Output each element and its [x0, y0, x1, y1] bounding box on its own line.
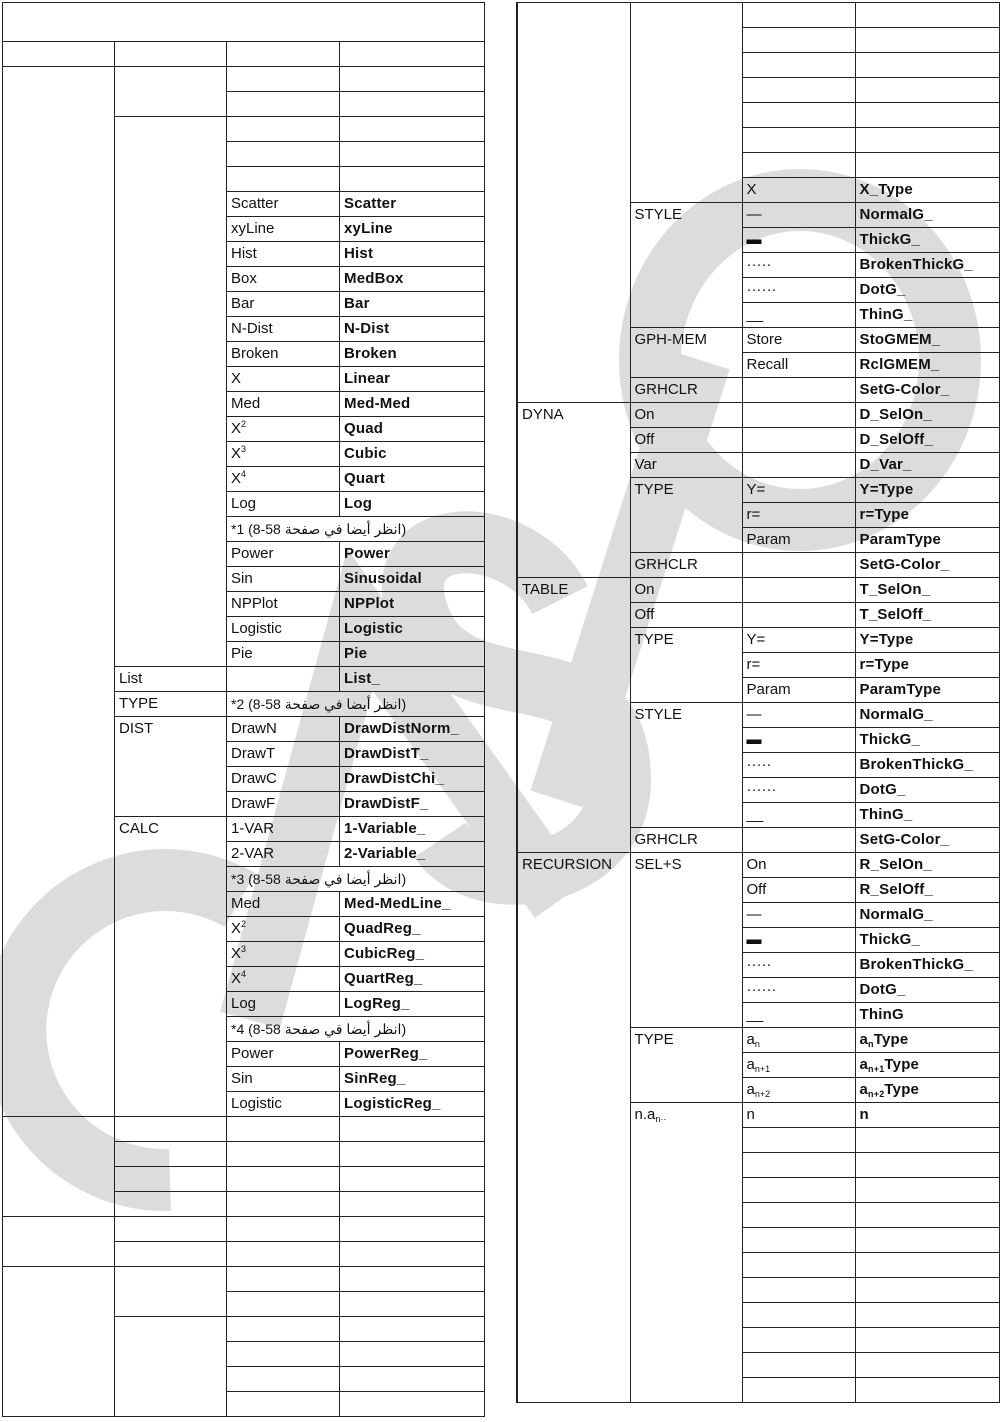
empty-cell	[855, 1128, 999, 1153]
key-label: DIST	[115, 717, 227, 817]
empty-cell	[227, 1117, 340, 1142]
key-label: $a_{n+1}$	[742, 1053, 855, 1078]
key-label: List	[115, 667, 227, 692]
key-label: STYLE	[630, 703, 742, 828]
key-label: $X^3$	[227, 442, 340, 467]
empty-cell	[742, 1278, 855, 1303]
key-label: On	[630, 403, 742, 428]
empty-cell	[742, 1353, 855, 1378]
empty-cell	[742, 1328, 855, 1353]
header-cell	[3, 3, 485, 42]
line-style: ·····	[742, 953, 855, 978]
key-label: Off	[630, 428, 742, 453]
key-label: Recall	[742, 353, 855, 378]
empty-cell	[855, 1378, 999, 1403]
key-label: SEL+S	[630, 853, 742, 1028]
key-label: DrawT	[227, 742, 340, 767]
key-label: Log	[227, 492, 340, 517]
key-label: $a_n$	[742, 1028, 855, 1053]
command: Hist	[340, 242, 485, 267]
command: Power	[340, 542, 485, 567]
key-label: $n.a_{n\cdot\cdot}$	[630, 1103, 742, 1403]
command: DotG_	[855, 778, 999, 803]
key-label: Store	[742, 328, 855, 353]
empty-cell	[855, 1303, 999, 1328]
key-label: Med	[227, 392, 340, 417]
empty-cell	[742, 1203, 855, 1228]
key-label: Logistic	[227, 617, 340, 642]
command: DotG_	[855, 978, 999, 1003]
key-label: DYNA	[517, 403, 630, 578]
empty-cell	[742, 603, 855, 628]
empty-cell	[742, 453, 855, 478]
line-style: ▬	[742, 728, 855, 753]
empty-cell	[227, 667, 340, 692]
command: T_SelOn_	[855, 578, 999, 603]
command: n	[855, 1103, 999, 1128]
command: Quad	[340, 417, 485, 442]
command: PowerReg_	[340, 1042, 485, 1067]
key-label: $X^4$	[227, 967, 340, 992]
empty-cell	[742, 378, 855, 403]
command: ThickG_	[855, 928, 999, 953]
col-header	[3, 42, 115, 67]
key-label: Log	[227, 992, 340, 1017]
empty-cell	[855, 153, 999, 178]
empty-cell	[3, 1217, 115, 1267]
empty-cell	[340, 1242, 485, 1267]
key-label: Off	[630, 603, 742, 628]
key-label: Off	[742, 878, 855, 903]
command: Cubic	[340, 442, 485, 467]
empty-cell	[115, 117, 227, 667]
empty-cell	[227, 167, 340, 192]
menu-table-right	[516, 2, 1000, 1403]
command: T_SelOff_	[855, 603, 999, 628]
empty-cell	[742, 1378, 855, 1403]
key-label: $X^2$	[227, 917, 340, 942]
command: 1-Variable_	[340, 817, 485, 842]
key-label: r=	[742, 653, 855, 678]
empty-cell	[115, 1242, 227, 1267]
key-label: Param	[742, 678, 855, 703]
empty-cell	[742, 28, 855, 53]
command: Bar	[340, 292, 485, 317]
key-label: GRHCLR	[630, 553, 742, 578]
command: DrawDistT_	[340, 742, 485, 767]
command: BrokenThickG_	[855, 253, 999, 278]
key-label: RECURSION	[517, 853, 630, 1403]
key-label: Box	[227, 267, 340, 292]
empty-cell	[517, 3, 630, 403]
command: $a_nType$	[855, 1028, 999, 1053]
key-label: 1-VAR	[227, 817, 340, 842]
empty-cell	[855, 1153, 999, 1178]
key-label: Var	[630, 453, 742, 478]
key-label: GPH-MEM	[630, 328, 742, 378]
empty-cell	[630, 3, 742, 203]
empty-cell	[742, 1178, 855, 1203]
command: List_	[340, 667, 485, 692]
empty-cell	[340, 1317, 485, 1342]
empty-cell	[227, 1367, 340, 1392]
command: xyLine	[340, 217, 485, 242]
command: StoGMEM_	[855, 328, 999, 353]
key-label: Med	[227, 892, 340, 917]
empty-cell	[855, 1178, 999, 1203]
command: r=Type	[855, 503, 999, 528]
empty-cell	[855, 1278, 999, 1303]
empty-cell	[340, 1217, 485, 1242]
empty-cell	[742, 1253, 855, 1278]
command: DrawDistChi_	[340, 767, 485, 792]
command: r=Type	[855, 653, 999, 678]
empty-cell	[742, 553, 855, 578]
key-label: TYPE	[630, 1028, 742, 1103]
command: X_Type	[855, 178, 999, 203]
command: N-Dist	[340, 317, 485, 342]
command: Linear	[340, 367, 485, 392]
empty-cell	[227, 1392, 340, 1417]
command: ParamType	[855, 528, 999, 553]
command: DrawDistF_	[340, 792, 485, 817]
command: QuadReg_	[340, 917, 485, 942]
col-header	[115, 42, 227, 67]
empty-cell	[115, 1192, 227, 1217]
key-label: DrawC	[227, 767, 340, 792]
empty-cell	[855, 28, 999, 53]
command: NPPlot	[340, 592, 485, 617]
command: ThickG_	[855, 728, 999, 753]
empty-cell	[742, 428, 855, 453]
command: D_SelOn_	[855, 403, 999, 428]
empty-cell	[742, 1153, 855, 1178]
command: Y=Type	[855, 628, 999, 653]
command: CubicReg_	[340, 942, 485, 967]
command: BrokenThickG_	[855, 753, 999, 778]
key-label: Power	[227, 542, 340, 567]
empty-cell	[3, 1267, 115, 1417]
footnote-1: *1 (8-58 انظر أيضا في صفحة)	[227, 517, 485, 542]
key-label: $a_{n+2}$	[742, 1078, 855, 1103]
line-style: —	[742, 703, 855, 728]
empty-cell	[742, 828, 855, 853]
key-label: DrawF	[227, 792, 340, 817]
footnote-3: *3 (8-58 انظر أيضا في صفحة)	[227, 867, 485, 892]
command: ThickG_	[855, 228, 999, 253]
empty-cell	[115, 1142, 227, 1167]
empty-cell	[340, 1192, 485, 1217]
key-label: Y=	[742, 628, 855, 653]
line-style: __	[742, 303, 855, 328]
empty-cell	[855, 1353, 999, 1378]
empty-cell	[115, 1317, 227, 1417]
empty-cell	[742, 53, 855, 78]
empty-cell	[742, 78, 855, 103]
line-style: —	[742, 903, 855, 928]
empty-cell	[227, 1242, 340, 1267]
empty-cell	[340, 1392, 485, 1417]
line-style: ·····	[742, 253, 855, 278]
footnote-2: *2 (8-58 انظر أيضا في صفحة)	[227, 692, 485, 717]
command: ThinG	[855, 1003, 999, 1028]
key-label: TYPE	[630, 478, 742, 553]
empty-cell	[855, 103, 999, 128]
key-label: Bar	[227, 292, 340, 317]
empty-cell	[115, 1167, 227, 1192]
empty-cell	[115, 67, 227, 117]
command: Log	[340, 492, 485, 517]
key-label: GRHCLR	[630, 378, 742, 403]
key-label: TYPE	[630, 628, 742, 703]
empty-cell	[855, 1228, 999, 1253]
command: QuartReg_	[340, 967, 485, 992]
command: ThinG_	[855, 303, 999, 328]
command: NormalG_	[855, 703, 999, 728]
empty-cell	[340, 1117, 485, 1142]
empty-cell	[227, 1292, 340, 1317]
line-style: ▬	[742, 228, 855, 253]
command: D_Var_	[855, 453, 999, 478]
empty-cell	[340, 1367, 485, 1392]
empty-cell	[340, 1142, 485, 1167]
empty-cell	[742, 403, 855, 428]
empty-cell	[855, 1203, 999, 1228]
empty-cell	[742, 1303, 855, 1328]
command: 2-Variable_	[340, 842, 485, 867]
empty-cell	[855, 128, 999, 153]
key-label: Sin	[227, 1067, 340, 1092]
empty-cell	[855, 53, 999, 78]
command: DotG_	[855, 278, 999, 303]
key-label: xyLine	[227, 217, 340, 242]
key-label: Logistic	[227, 1092, 340, 1117]
key-label: Broken	[227, 342, 340, 367]
command: ThinG_	[855, 803, 999, 828]
command: Med-Med	[340, 392, 485, 417]
empty-cell	[115, 1217, 227, 1242]
command: Broken	[340, 342, 485, 367]
empty-cell	[227, 1342, 340, 1367]
empty-cell	[227, 67, 340, 92]
command: NormalG_	[855, 903, 999, 928]
empty-cell	[227, 1142, 340, 1167]
command: Quart	[340, 467, 485, 492]
empty-cell	[227, 142, 340, 167]
key-label: Param	[742, 528, 855, 553]
empty-cell	[855, 1253, 999, 1278]
empty-cell	[855, 78, 999, 103]
empty-cell	[227, 1317, 340, 1342]
key-label: r=	[742, 503, 855, 528]
empty-cell	[340, 167, 485, 192]
key-label: TYPE	[115, 692, 227, 717]
command: Sinusoidal	[340, 567, 485, 592]
command: SetG-Color_	[855, 553, 999, 578]
empty-cell	[227, 1267, 340, 1292]
command: Pie	[340, 642, 485, 667]
empty-cell	[340, 1342, 485, 1367]
col-header	[227, 42, 340, 67]
key-label: 2-VAR	[227, 842, 340, 867]
empty-cell	[742, 578, 855, 603]
line-style: ▬	[742, 928, 855, 953]
empty-cell	[3, 1117, 115, 1217]
line-style: ······	[742, 278, 855, 303]
key-label: $X^2$	[227, 417, 340, 442]
empty-cell	[227, 1167, 340, 1192]
command: RclGMEM_	[855, 353, 999, 378]
empty-cell	[340, 67, 485, 92]
empty-cell	[340, 1267, 485, 1292]
key-label: On	[742, 853, 855, 878]
empty-cell	[227, 117, 340, 142]
command: LogisticReg_	[340, 1092, 485, 1117]
key-label: n	[742, 1103, 855, 1128]
line-style: ·····	[742, 753, 855, 778]
empty-cell	[742, 128, 855, 153]
command: DrawDistNorm_	[340, 717, 485, 742]
empty-cell	[742, 153, 855, 178]
command: LogReg_	[340, 992, 485, 1017]
key-label: X	[742, 178, 855, 203]
command: Y=Type	[855, 478, 999, 503]
empty-cell	[855, 3, 999, 28]
empty-cell	[742, 3, 855, 28]
line-style: __	[742, 1003, 855, 1028]
key-label: STYLE	[630, 203, 742, 328]
line-style: ······	[742, 978, 855, 1003]
empty-cell	[340, 92, 485, 117]
empty-cell	[340, 1167, 485, 1192]
command: R_SelOn_	[855, 853, 999, 878]
key-label: $X^4$	[227, 467, 340, 492]
footnote-4: *4 (8-58 انظر أيضا في صفحة)	[227, 1017, 485, 1042]
key-label: On	[630, 578, 742, 603]
command: Med-MedLine_	[340, 892, 485, 917]
line-style: ······	[742, 778, 855, 803]
key-label: X	[227, 367, 340, 392]
menu-table-left	[2, 2, 485, 1417]
key-label: Y=	[742, 478, 855, 503]
key-label: CALC	[115, 817, 227, 1117]
key-label: DrawN	[227, 717, 340, 742]
empty-cell	[227, 1192, 340, 1217]
command: Scatter	[340, 192, 485, 217]
command: ParamType	[855, 678, 999, 703]
key-label: TABLE	[517, 578, 630, 853]
command: D_SelOff_	[855, 428, 999, 453]
key-label: GRHCLR	[630, 828, 742, 853]
key-label: Sin	[227, 567, 340, 592]
command: $a_{n+1}Type$	[855, 1053, 999, 1078]
empty-cell	[742, 1128, 855, 1153]
command: Logistic	[340, 617, 485, 642]
key-label: $X^3$	[227, 942, 340, 967]
command: R_SelOff_	[855, 878, 999, 903]
empty-cell	[115, 1267, 227, 1317]
command: BrokenThickG_	[855, 953, 999, 978]
key-label: Power	[227, 1042, 340, 1067]
command: MedBox	[340, 267, 485, 292]
line-style: —	[742, 203, 855, 228]
key-label: N-Dist	[227, 317, 340, 342]
empty-cell	[227, 1217, 340, 1242]
key-label: Hist	[227, 242, 340, 267]
command: SetG-Color_	[855, 828, 999, 853]
empty-cell	[340, 1292, 485, 1317]
command: NormalG_	[855, 203, 999, 228]
empty-cell	[3, 67, 115, 1117]
command: SinReg_	[340, 1067, 485, 1092]
key-label: NPPlot	[227, 592, 340, 617]
col-header	[340, 42, 485, 67]
empty-cell	[340, 117, 485, 142]
empty-cell	[742, 103, 855, 128]
line-style: __	[742, 803, 855, 828]
empty-cell	[115, 1117, 227, 1142]
key-label: Scatter	[227, 192, 340, 217]
key-label: Pie	[227, 642, 340, 667]
command: $a_{n+2}Type$	[855, 1078, 999, 1103]
empty-cell	[340, 142, 485, 167]
empty-cell	[227, 92, 340, 117]
empty-cell	[855, 1328, 999, 1353]
command: SetG-Color_	[855, 378, 999, 403]
empty-cell	[742, 1228, 855, 1253]
